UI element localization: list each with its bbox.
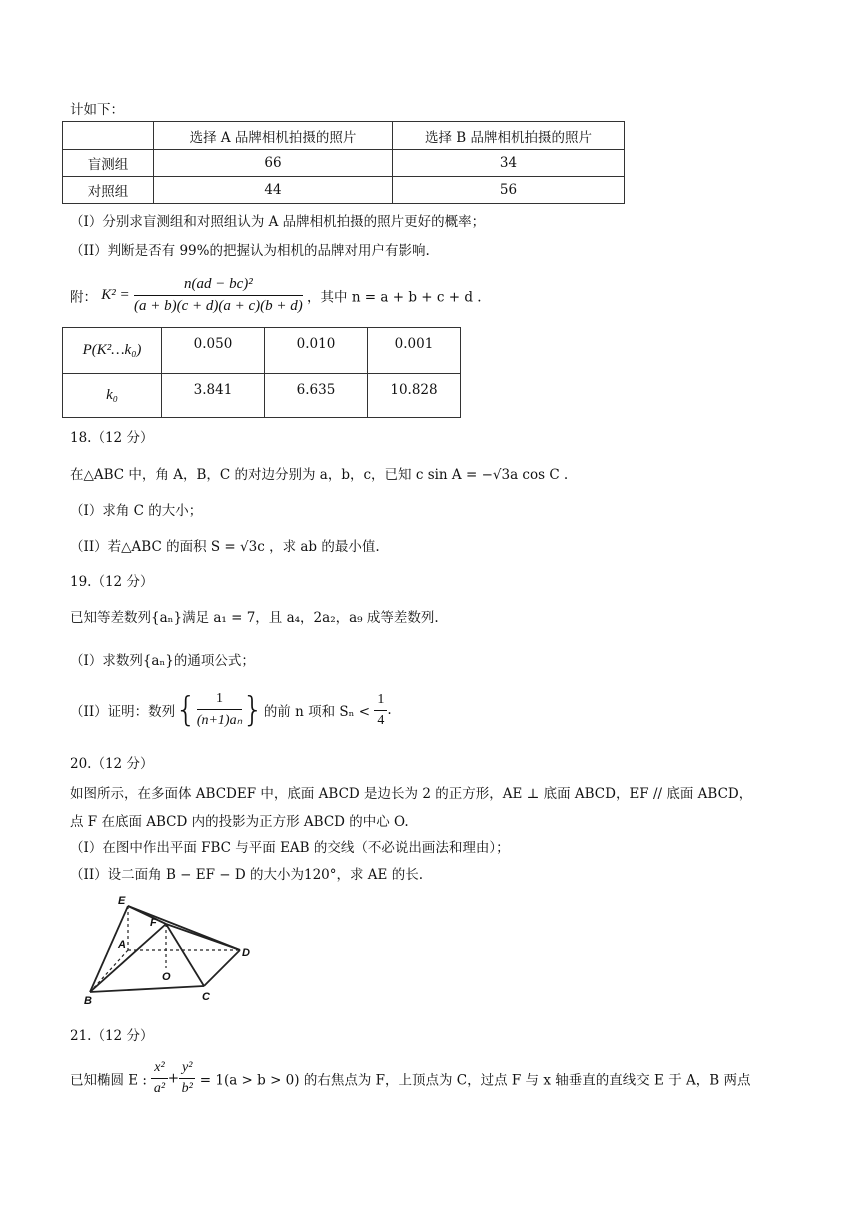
edge-FB <box>90 924 166 992</box>
label-A: A <box>118 939 126 951</box>
quarter-denominator: 4 <box>377 712 385 728</box>
q20-stem-line1: 如图所示，在多面体 ABCDEF 中，底面 ABCD 是边长为 2 的正方形，AE ⊥ 底面 ABCD，EF // 底面 ABCD， <box>70 786 753 802</box>
q18-part2: （II）若△ABC 的面积 S = √3c ，求 ab 的最小值. <box>70 539 380 555</box>
label-F: F <box>150 917 157 929</box>
table-cell: 66 <box>154 150 393 177</box>
q19-part2: （II）证明：数列{ $\frac{1}{\text{(n+1)aₙ}}$ }的前 n 项和 Sₙ < $\frac{1}{4}$ . <box>70 690 392 730</box>
q18-stem: 在△ABC 中，角 A，B，C 的对边分别为 a，b，c，已知 c sin A = −√3a cos C . <box>70 467 569 483</box>
q19-quarter <box>374 692 387 729</box>
table-cell: 56 <box>393 177 625 204</box>
intro-text: 计如下： <box>70 102 124 118</box>
edge-BC <box>90 986 204 992</box>
table-header-a: 选择 A 品牌相机拍摄的照片 <box>154 122 393 150</box>
label-C: C <box>202 991 210 1003</box>
q20-stem-line2: 点 F 在底面 ABCD 内的投影为正方形 ABCD 的中心 O. <box>70 814 409 830</box>
edge-CD <box>204 950 240 986</box>
q21-x-num: x² <box>151 1060 167 1079</box>
formula-numerator: n(ad − bc)² <box>134 276 303 296</box>
left-brace-icon: { <box>175 690 197 730</box>
table-row-label: 对照组 <box>63 177 154 204</box>
p-label: P(K²…k₀) <box>63 328 162 374</box>
table-cell: 44 <box>154 177 393 204</box>
q17-part2: （II）判断是否有 99%的把握认为相机的品牌对用户有影响. <box>70 243 430 259</box>
p-value: 0.010 <box>265 328 368 374</box>
polyhedron-figure <box>78 892 268 1012</box>
right-brace-icon: } <box>242 690 264 730</box>
formula-denominator: (a + b)(c + d)(a + c)(b + d) <box>133 298 303 314</box>
q21-header: 21.（12 分） <box>70 1028 154 1044</box>
appendix-label: 附： <box>70 289 97 306</box>
formula-fraction <box>134 276 303 315</box>
label-E: E <box>118 895 126 907</box>
q21-y-den: b² <box>181 1081 193 1096</box>
q21-frac-y <box>179 1060 195 1097</box>
p-value: 0.050 <box>162 328 265 374</box>
q19-p2-pre: （II）证明：数列 <box>70 704 176 720</box>
q20-header: 20.（12 分） <box>70 756 154 772</box>
q20-part1: （I）在图中作出平面 FBC 与平面 EAB 的交线（不必说出画法和理由）； <box>70 840 510 856</box>
q19-p2-post: 的前 n 项和 Sₙ < <box>263 704 371 720</box>
q21-frac-x <box>151 1060 167 1097</box>
survey-table <box>62 121 625 204</box>
q19-fraction <box>197 691 242 729</box>
formula-lhs: K² = <box>101 287 130 303</box>
p-value: 0.001 <box>368 328 461 374</box>
q20-part2: （II）设二面角 B − EF − D 的大小为120°，求 AE 的长. <box>70 867 423 883</box>
quarter-numerator: 1 <box>374 692 387 711</box>
q21-plus: + <box>167 1070 180 1087</box>
k-label: k₀ <box>63 374 162 418</box>
k-value: 6.635 <box>265 374 368 418</box>
q19-part1: （I）求数列{aₙ}的通项公式； <box>70 653 255 669</box>
q18-header: 18.（12 分） <box>70 430 154 446</box>
table-cell: 34 <box>393 150 625 177</box>
q21-y-num: y² <box>179 1060 195 1079</box>
q19-numerator: 1 <box>197 691 242 710</box>
table-corner <box>63 122 154 150</box>
q21-stem <box>70 1060 750 1097</box>
label-D: D <box>242 947 250 959</box>
q21-x-den: a² <box>153 1081 166 1096</box>
label-B: B <box>84 995 92 1007</box>
q19-stem: 已知等差数列{aₙ}满足 a₁ = 7，且 a₄，2a₂，a₉ 成等差数列. <box>70 610 439 626</box>
edge-AB <box>90 950 128 992</box>
table-row-label: 盲测组 <box>63 150 154 177</box>
critical-value-table <box>62 327 461 418</box>
label-O: O <box>162 971 171 983</box>
q17-appendix <box>70 276 482 315</box>
q19-denominator: (n+1)aₙ <box>196 713 243 728</box>
q19-header: 19.（12 分） <box>70 574 154 590</box>
q18-part1: （I）求角 C 的大小； <box>70 503 203 519</box>
table-header-b: 选择 B 品牌相机拍摄的照片 <box>393 122 625 150</box>
q21-post: = 1(a > b > 0) 的右焦点为 F，上顶点为 C，过点 F 与 x 轴垂直的直线交 E 于 A，B 两点 <box>199 1072 751 1089</box>
q17-part1: （I）分别求盲测组和对照组认为 A 品牌相机拍摄的照片更好的概率； <box>70 214 486 230</box>
k-value: 3.841 <box>162 374 265 418</box>
k-value: 10.828 <box>368 374 461 418</box>
formula-tail: ，其中 n = a + b + c + d . <box>307 289 482 306</box>
q21-pre: 已知椭圆 E : <box>70 1072 147 1089</box>
edge-FD <box>166 924 240 950</box>
